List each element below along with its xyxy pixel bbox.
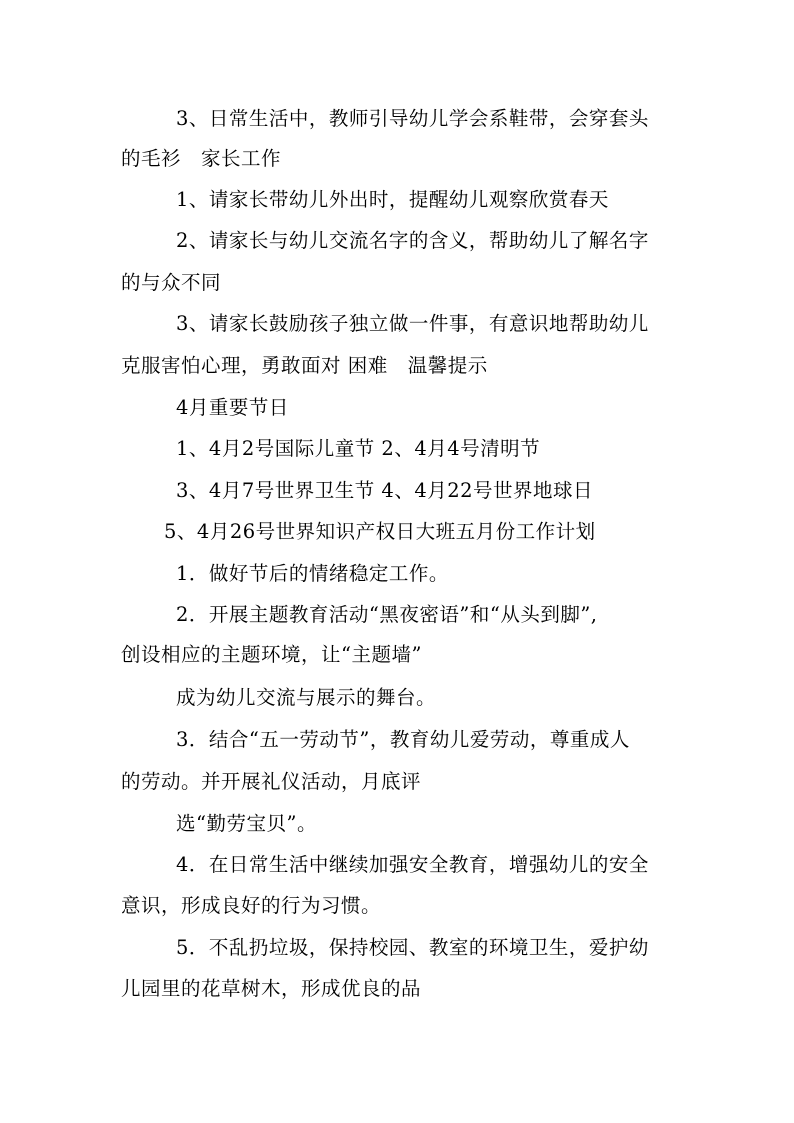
text-line: 1．做好节后的情绪稳定工作。 xyxy=(176,562,449,585)
text-line: 1、4月2号国际儿童节 2、4月4号清明节 xyxy=(176,437,541,460)
text-line: 4．在日常生活中继续加强安全教育，增强幼儿的安全 xyxy=(176,853,649,876)
text-line: 儿园里的花草树木，形成优良的品 xyxy=(121,977,422,1000)
text-line: 4月重要节日 xyxy=(176,396,289,419)
text-line: 克服害怕心理，勇敢面对 困难 温馨提示 xyxy=(121,354,488,377)
text-line: 选“勤劳宝贝”。 xyxy=(176,812,317,835)
text-line: 1、请家长带幼儿外出时，提醒幼儿观察欣赏春天 xyxy=(176,188,609,211)
text-line: 的劳动。并开展礼仪活动，月底评 xyxy=(121,770,422,793)
text-line: 创设相应的主题环境，让“主题墙” xyxy=(121,643,422,666)
text-line: 2、请家长与幼儿交流名字的含义，帮助幼儿了解名字 xyxy=(176,229,649,252)
text-line: 的毛衫 家长工作 xyxy=(121,147,282,170)
text-line: 3、日常生活中，教师引导幼儿学会系鞋带，会穿套头 xyxy=(176,107,649,130)
text-line: 5、4月26号世界知识产权日大班五月份工作计划 xyxy=(164,520,596,543)
text-line: 3．结合“五一劳动节”，教育幼儿爱劳动，尊重成人 xyxy=(176,728,630,751)
text-line: 5．不乱扔垃圾，保持校园、教室的环境卫生，爱护幼 xyxy=(176,936,649,959)
text-line: 的与众不同 xyxy=(121,271,222,294)
text-line: 意识，形成良好的行为习惯。 xyxy=(121,894,382,917)
text-line: 3、4月7号世界卫生节 4、4月22号世界地球日 xyxy=(176,479,594,502)
text-line: 2．开展主题教育活动“黑夜密语”和“从头到脚”, xyxy=(176,603,598,626)
text-line: 成为幼儿交流与展示的舞台。 xyxy=(176,686,437,709)
text-line: 3、请家长鼓励孩子独立做一件事，有意识地帮助幼儿 xyxy=(176,312,649,335)
